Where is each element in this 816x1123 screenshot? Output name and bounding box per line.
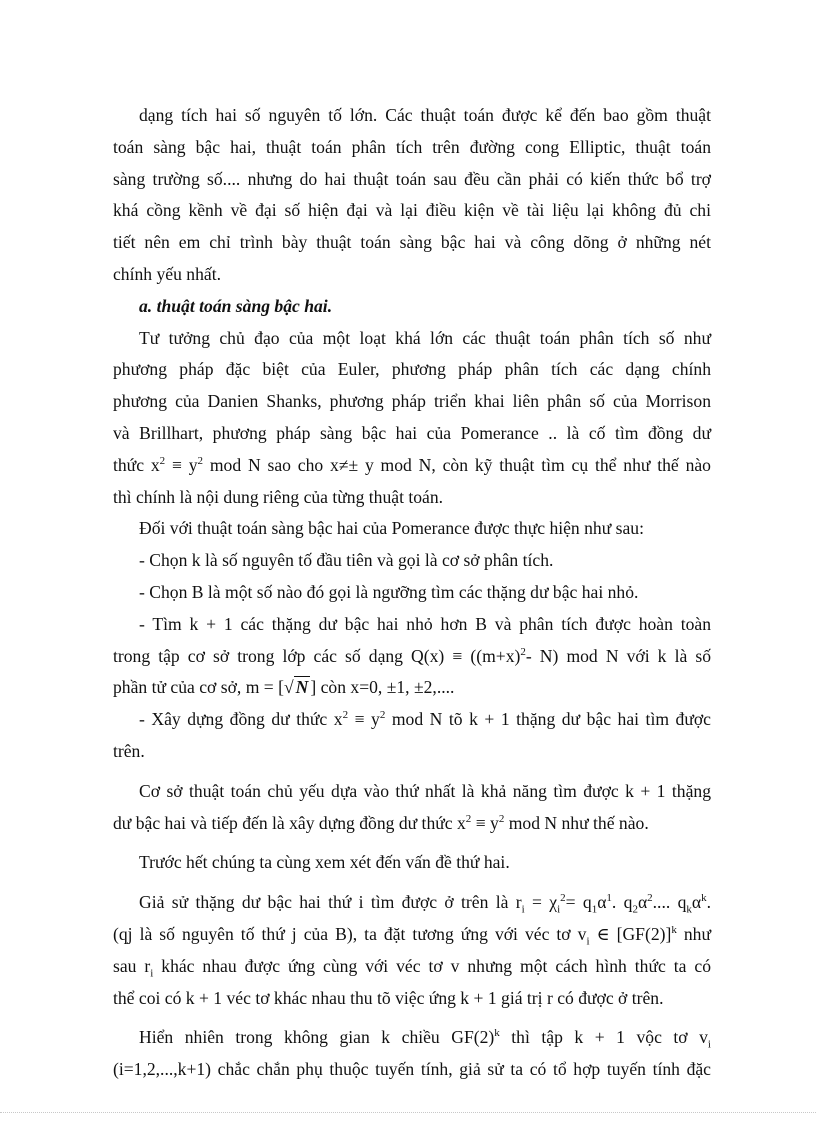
- document-body: [113, 100, 711, 1086]
- text-line: Trước hết chúng ta cùng xem xét đến vấn đề thứ hai.: [139, 852, 510, 873]
- text-line: thể coi có k + 1 véc tơ khác nhau thu tõ việc ứng k + 1 giá trị r có được ở trên.: [113, 987, 664, 1008]
- section-heading: a. thuật toán sàng bậc hai.: [139, 295, 333, 316]
- text-line: khá cồng kềnh về đại số hiện đại và lại điều kiện về tài liệu lại không đủ chi: [113, 200, 711, 221]
- paragraph-gap: [113, 768, 711, 776]
- text-line: (i=1,2,...,k+1) chắc chắn phụ thuộc tuyến tính, giả sử ta có tổ hợp tuyến tính đặc: [113, 1059, 711, 1080]
- text-line: và Brillhart, phương pháp sàng bậc hai của Pomerance .. là cố tìm đồng dư: [113, 422, 711, 443]
- text-line: dạng tích hai số nguyên tố lớn. Các thuật toán được kể đến bao gồm thuật: [139, 105, 711, 125]
- text-line-formula: trong tập cơ sở trong lớp các số dạng $Q(x) \equiv ((m+x)^2-$ N) mod N với k là số: [113, 645, 711, 666]
- text-line: phương pháp đặc biệt của Euler, phương pháp phân tích các dạng chính: [113, 359, 711, 380]
- text-line-vector: (qj là số nguyên tố thứ j của B), ta đặt tương ứng với véc tơ $v_i$ ∈ $[GF(2)]^k$ như: [113, 923, 712, 948]
- list-item: - Xây dựng đồng dư thức $x^2 \equiv y^2$ mod N tõ k + 1 thặng dư bậc hai tìm được: [139, 709, 711, 730]
- paragraph-gap: [113, 879, 711, 887]
- list-item: - Chọn k là số nguyên tố đầu tiên và gọi là cơ sở phân tích.: [139, 550, 554, 571]
- list-item: - Chọn B là một số nào đó gọi là ngưỡng tìm các thặng dư bậc hai nhỏ.: [139, 581, 639, 602]
- text-line-congruence: dư bậc hai và tiếp đến là xây dựng đồng dư thức $x^2 \equiv y^2$ mod N như thế nào.: [113, 812, 649, 833]
- text-line: chính yếu nhất.: [113, 263, 221, 284]
- text-line: sau $r_i$ khác nhau được ứng cùng với véc tơ v nhưng một cách hình thức ta có: [113, 955, 711, 980]
- text-line: sàng trường số.... nhưng do hai thuật toán sau đều cần phải có kiến thức bổ trợ: [113, 168, 711, 189]
- paragraph-gap: [113, 839, 711, 847]
- text-line: tiết nên em chỉ trình bày thuật toán sàng bậc hai và công dõng ở những nét: [113, 232, 711, 253]
- text-line: Cơ sở thuật toán chủ yếu dựa vào thứ nhất là khả năng tìm được k + 1 thặng: [139, 780, 711, 801]
- text-line: toán sàng bậc hai, thuật toán phân tích trên đường cong Elliptic, thuật toán: [113, 136, 711, 157]
- text-line-product: Giả sử thặng dư bậc hai thứ i tìm được ở trên là $r_i = \chi_i^2= q_1\alpha^1$. $q_2\alpha^2$.... $q_k\alpha^k$.: [139, 892, 711, 916]
- sqrt-expression: √ N: [283, 677, 309, 698]
- text-line-congruence: thức $x^2 \equiv y^2$ mod N sao cho x≠± y mod N, còn kỹ thuật tìm cụ thể như thế nào: [113, 454, 711, 475]
- text-line: thì chính là nội dung riêng của từng thuật toán.: [113, 486, 444, 507]
- text-line: Tư tưởng chủ đạo của một loạt khá lớn các thuật toán phân tích số như: [139, 327, 711, 348]
- text-line: trên.: [113, 740, 145, 761]
- text-line: Hiển nhiên trong không gian k chiều $GF(2)^k$ thì tập k + 1 vộc tơ $v_i$: [139, 1027, 711, 1051]
- page-bottom-rule: [0, 1112, 816, 1113]
- text-line: Đối với thuật toán sàng bậc hai của Pomerance được thực hiện như sau:: [139, 518, 644, 539]
- text-line-sqrt: phần tử của cơ sở, m = [√ N ] còn x=0, ±1, ±2,....: [113, 672, 711, 704]
- text-line: phương của Danien Shanks, phương pháp triển khai liên phân số của Morrison: [113, 391, 711, 412]
- list-item: - Tìm k + 1 các thặng dư bậc hai nhỏ hơn B và phân tích được hoàn toàn: [139, 613, 711, 634]
- paragraph-gap: [113, 1014, 711, 1022]
